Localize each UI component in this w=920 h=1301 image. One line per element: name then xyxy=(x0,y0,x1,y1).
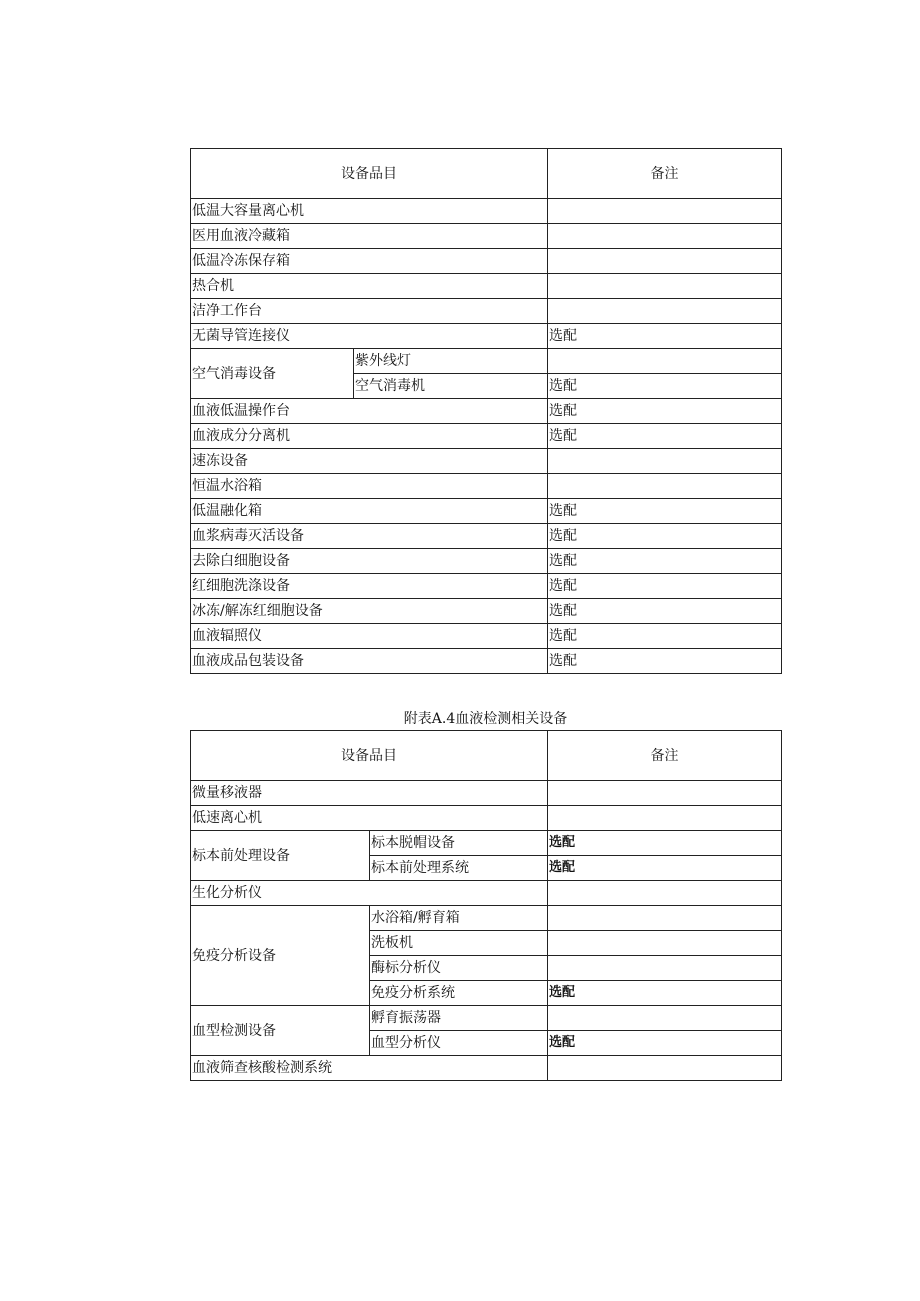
group-cell: 空气消毒设备 xyxy=(191,349,354,399)
sub-item-cell: 水浴箱/孵育箱 xyxy=(370,906,548,931)
sub-item-cell: 空气消毒机 xyxy=(354,374,548,399)
item-cell: 低温融化箱 xyxy=(191,499,548,524)
table-row xyxy=(191,831,782,856)
note-cell xyxy=(548,931,782,956)
header-note: 备注 xyxy=(548,149,782,199)
item-cell: 微量移液器 xyxy=(191,781,548,806)
note-cell: 选配 xyxy=(548,549,782,574)
item-cell: 医用血液冷藏箱 xyxy=(191,224,548,249)
note-cell: 选配 xyxy=(548,574,782,599)
note-cell xyxy=(548,349,782,374)
table-row xyxy=(191,449,782,474)
note-cell xyxy=(548,249,782,274)
note-cell: 选配 xyxy=(548,524,782,549)
note-cell: 选配 xyxy=(548,599,782,624)
table-row xyxy=(191,274,782,299)
header-note: 备注 xyxy=(548,731,782,781)
item-cell: 生化分析仪 xyxy=(191,881,548,906)
table-row xyxy=(191,424,782,449)
table-header-row xyxy=(191,149,782,199)
note-cell xyxy=(548,474,782,499)
item-cell: 血液低温操作台 xyxy=(191,399,548,424)
item-cell: 低温大容量离心机 xyxy=(191,199,548,224)
table-row xyxy=(191,349,782,374)
note-cell xyxy=(548,806,782,831)
note-cell xyxy=(548,781,782,806)
table-row xyxy=(191,199,782,224)
group-cell: 免疫分析设备 xyxy=(191,906,370,1006)
note-cell: 选配 xyxy=(548,424,782,449)
equipment-table-1 xyxy=(190,148,782,674)
note-cell: 选配 xyxy=(548,856,782,881)
item-cell: 低温冷冻保存箱 xyxy=(191,249,548,274)
table-row xyxy=(191,324,782,349)
table-row xyxy=(191,549,782,574)
note-cell xyxy=(548,906,782,931)
table-row xyxy=(191,499,782,524)
note-cell: 选配 xyxy=(548,399,782,424)
note-cell: 选配 xyxy=(548,624,782,649)
item-cell: 无菌导管连接仪 xyxy=(191,324,548,349)
table-row xyxy=(191,1056,782,1081)
note-cell: 选配 xyxy=(548,1031,782,1056)
note-cell xyxy=(548,449,782,474)
item-cell: 红细胞洗涤设备 xyxy=(191,574,548,599)
item-cell: 恒温水浴箱 xyxy=(191,474,548,499)
note-cell xyxy=(548,956,782,981)
item-cell: 血液筛查核酸检测系统 xyxy=(191,1056,548,1081)
sub-item-cell: 孵育振荡器 xyxy=(370,1006,548,1031)
group-cell: 血型检测设备 xyxy=(191,1006,370,1056)
item-cell: 血浆病毒灭活设备 xyxy=(191,524,548,549)
sub-item-cell: 血型分析仪 xyxy=(370,1031,548,1056)
item-cell: 洁净工作台 xyxy=(191,299,548,324)
item-cell: 血液辐照仪 xyxy=(191,624,548,649)
table-row xyxy=(191,806,782,831)
sub-item-cell: 标本前处理系统 xyxy=(370,856,548,881)
equipment-table-2 xyxy=(190,730,782,1081)
table-row xyxy=(191,599,782,624)
note-cell xyxy=(548,224,782,249)
sub-item-cell: 洗板机 xyxy=(370,931,548,956)
table-caption: 附表A.4血液检测相关设备 xyxy=(403,711,568,727)
item-cell: 低速离心机 xyxy=(191,806,548,831)
note-cell: 选配 xyxy=(548,981,782,1006)
item-cell: 热合机 xyxy=(191,274,548,299)
item-cell: 冰冻/解冻红细胞设备 xyxy=(191,599,548,624)
note-cell: 选配 xyxy=(548,374,782,399)
note-cell xyxy=(548,299,782,324)
note-cell: 选配 xyxy=(548,649,782,674)
note-cell: 选配 xyxy=(548,831,782,856)
table-row xyxy=(191,781,782,806)
table-row xyxy=(191,649,782,674)
header-item: 设备品目 xyxy=(191,149,548,199)
note-cell: 选配 xyxy=(548,324,782,349)
table-header-row xyxy=(191,731,782,781)
note-cell xyxy=(548,199,782,224)
table-row xyxy=(191,299,782,324)
item-cell: 速冻设备 xyxy=(191,449,548,474)
note-cell xyxy=(548,1006,782,1031)
sub-item-cell: 免疫分析系统 xyxy=(370,981,548,1006)
item-cell: 血液成品包装设备 xyxy=(191,649,548,674)
note-cell xyxy=(548,881,782,906)
note-cell xyxy=(548,274,782,299)
group-cell: 标本前处理设备 xyxy=(191,831,370,881)
sub-item-cell: 标本脱帽设备 xyxy=(370,831,548,856)
note-cell: 选配 xyxy=(548,499,782,524)
sub-item-cell: 紫外线灯 xyxy=(354,349,548,374)
note-cell xyxy=(548,1056,782,1081)
table-row xyxy=(191,524,782,549)
table-row xyxy=(191,574,782,599)
sub-item-cell: 酶标分析仪 xyxy=(370,956,548,981)
table-row xyxy=(191,881,782,906)
item-cell: 血液成分分离机 xyxy=(191,424,548,449)
table-row xyxy=(191,224,782,249)
table-row xyxy=(191,474,782,499)
table-row xyxy=(191,906,782,931)
table-row xyxy=(191,624,782,649)
table-row xyxy=(191,1006,782,1031)
table-row xyxy=(191,399,782,424)
table-row xyxy=(191,249,782,274)
item-cell: 去除白细胞设备 xyxy=(191,549,548,574)
header-item: 设备品目 xyxy=(191,731,548,781)
